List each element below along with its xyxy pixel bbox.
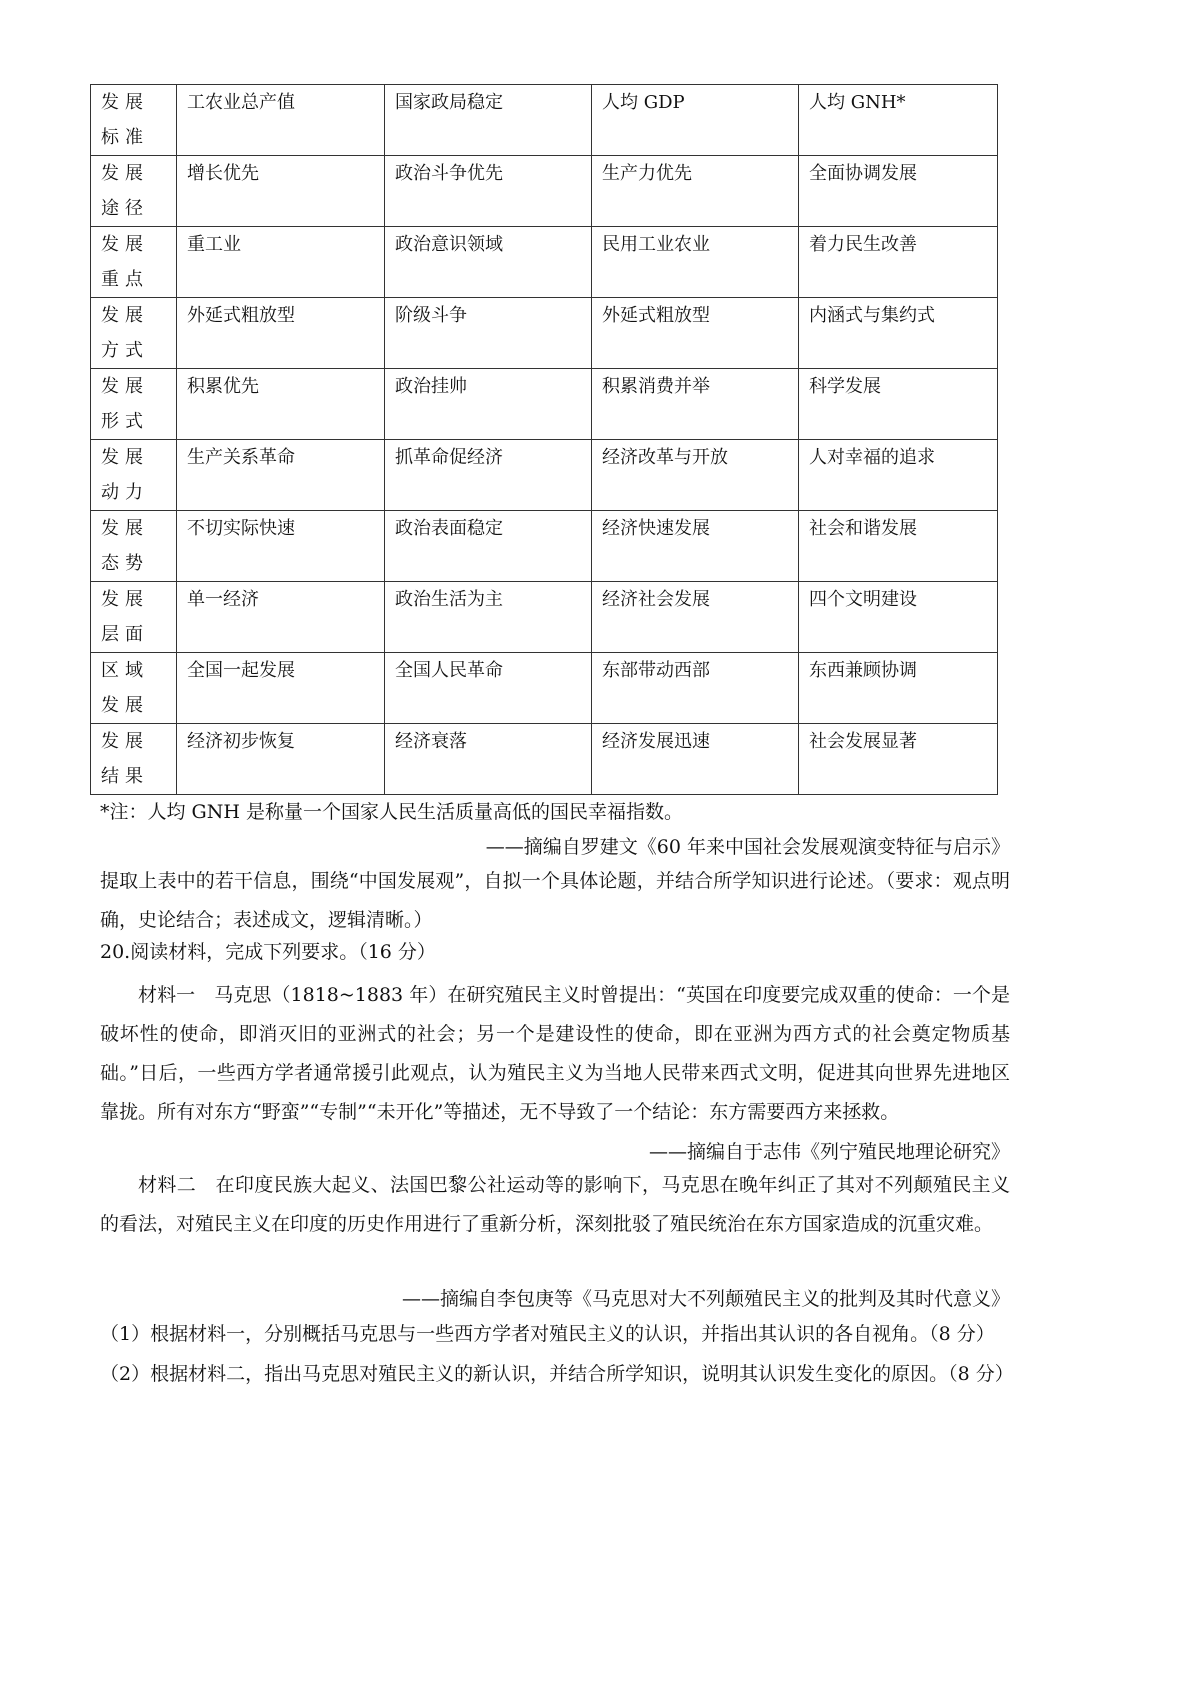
table-cell: 经济快速发展 bbox=[592, 511, 799, 582]
table-cell: 积累优先 bbox=[177, 369, 385, 440]
table-cell: 东西兼顾协调 bbox=[799, 653, 998, 724]
table-cell: 经济发展迅速 bbox=[592, 724, 799, 795]
table-cell: 经济初步恢复 bbox=[177, 724, 385, 795]
row-label: 发展重点 bbox=[91, 227, 177, 298]
table-cell: 政治生活为主 bbox=[385, 582, 592, 653]
question-20-title: 20.阅读材料，完成下列要求。（16 分） bbox=[100, 941, 436, 963]
table-cell: 阶级斗争 bbox=[385, 298, 592, 369]
row-label: 发展标准 bbox=[91, 85, 177, 156]
row-label: 发展方式 bbox=[91, 298, 177, 369]
table-cell: 全国人民革命 bbox=[385, 653, 592, 724]
table-cell: 单一经济 bbox=[177, 582, 385, 653]
table-cell: 全面协调发展 bbox=[799, 156, 998, 227]
development-table bbox=[90, 84, 998, 795]
table-cell: 外延式粗放型 bbox=[592, 298, 799, 369]
table-row bbox=[91, 298, 998, 369]
table-row bbox=[91, 582, 998, 653]
table-cell: 积累消费并举 bbox=[592, 369, 799, 440]
table-cell: 政治挂帅 bbox=[385, 369, 592, 440]
table-cell: 政治斗争优先 bbox=[385, 156, 592, 227]
row-label: 发展形式 bbox=[91, 369, 177, 440]
table-cell: 重工业 bbox=[177, 227, 385, 298]
table-row bbox=[91, 227, 998, 298]
source-citation: ——摘编自于志伟《列宁殖民地理论研究》 bbox=[648, 1141, 1010, 1163]
row-label: 发展动力 bbox=[91, 440, 177, 511]
table-row bbox=[91, 511, 998, 582]
table-row bbox=[91, 156, 998, 227]
table-cell: 国家政局稳定 bbox=[385, 85, 592, 156]
material-1: 材料一 马克思（1818~1883 年）在研究殖民主义时曾提出：“英国在印度要完成双重的使命：一个是破坏性的使命，即消灭旧的亚洲式的社会；另一个是建设性的使命，即在亚洲为西方式的社会奠定物质基础。”日后，一些西方学者通常援引此观点，认为殖民主义为当地人民带来西式文明，促进其向世界先进地区靠拢。所有对东方“野蛮”“专制”“未开化”等描述，无不导致了一个结论：东方需要西方来拯救。 bbox=[100, 984, 1010, 1123]
table-row bbox=[91, 85, 998, 156]
table-row bbox=[91, 724, 998, 795]
material-2: 材料二 在印度民族大起义、法国巴黎公社运动等的影响下，马克思在晚年纠正了其对不列颠殖民主义的看法，对殖民主义在印度的历史作用进行了重新分析，深刻批驳了殖民统治在东方国家造成的沉重灾难。 bbox=[100, 1174, 1010, 1235]
table-cell: 民用工业农业 bbox=[592, 227, 799, 298]
table-cell: 社会和谐发展 bbox=[799, 511, 998, 582]
table-cell: 科学发展 bbox=[799, 369, 998, 440]
sub-question-2: （2）根据材料二，指出马克思对殖民主义的新认识，并结合所学知识，说明其认识发生变化的原因。（8 分） bbox=[100, 1363, 1014, 1385]
table-cell: 增长优先 bbox=[177, 156, 385, 227]
source-citation: ——摘编自李包庚等《马克思对大不列颠殖民主义的批判及其时代意义》 bbox=[401, 1288, 1010, 1310]
table-cell: 生产关系革命 bbox=[177, 440, 385, 511]
table-cell: 外延式粗放型 bbox=[177, 298, 385, 369]
table-row bbox=[91, 440, 998, 511]
table-cell: 全国一起发展 bbox=[177, 653, 385, 724]
table-cell: 经济社会发展 bbox=[592, 582, 799, 653]
table-cell: 四个文明建设 bbox=[799, 582, 998, 653]
row-label: 发展态势 bbox=[91, 511, 177, 582]
table-cell: 人均 GNH* bbox=[799, 85, 998, 156]
question-19-prompt: 提取上表中的若干信息，围绕“中国发展观”，自拟一个具体论题，并结合所学知识进行论述。（要求：观点明确，史论结合；表述成文，逻辑清晰。） bbox=[100, 870, 1010, 931]
table-cell: 着力民生改善 bbox=[799, 227, 998, 298]
sub-question-1: （1）根据材料一，分别概括马克思与一些西方学者对殖民主义的认识，并指出其认识的各自视角。（8 分） bbox=[100, 1323, 995, 1345]
table-cell: 人均 GDP bbox=[592, 85, 799, 156]
table-row bbox=[91, 369, 998, 440]
table-note: *注：人均 GNH 是称量一个国家人民生活质量高低的国民幸福指数。 bbox=[100, 801, 683, 823]
table-cell: 不切实际快速 bbox=[177, 511, 385, 582]
table-cell: 工农业总产值 bbox=[177, 85, 385, 156]
table-cell: 经济改革与开放 bbox=[592, 440, 799, 511]
row-label: 发展结果 bbox=[91, 724, 177, 795]
source-citation: ——摘编自罗建文《60 年来中国社会发展观演变特征与启示》 bbox=[485, 836, 1010, 858]
table-cell: 抓革命促经济 bbox=[385, 440, 592, 511]
table-cell: 内涵式与集约式 bbox=[799, 298, 998, 369]
table-cell: 人对幸福的追求 bbox=[799, 440, 998, 511]
row-label: 区域发展 bbox=[91, 653, 177, 724]
table-cell: 政治意识领域 bbox=[385, 227, 592, 298]
row-label: 发展途径 bbox=[91, 156, 177, 227]
table-cell: 社会发展显著 bbox=[799, 724, 998, 795]
table-cell: 经济衰落 bbox=[385, 724, 592, 795]
table-row bbox=[91, 653, 998, 724]
table-cell: 生产力优先 bbox=[592, 156, 799, 227]
table-cell: 东部带动西部 bbox=[592, 653, 799, 724]
row-label: 发展层面 bbox=[91, 582, 177, 653]
table-cell: 政治表面稳定 bbox=[385, 511, 592, 582]
